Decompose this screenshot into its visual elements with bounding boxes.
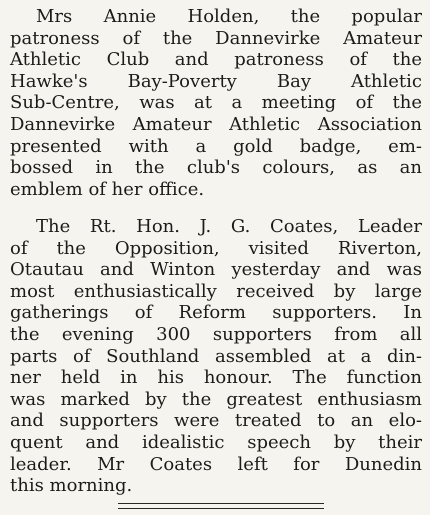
- text-line: patroness of the Dannevirke Amateur: [10, 27, 422, 49]
- text-line: Sub-Centre, was at a meeting of the: [10, 92, 422, 114]
- text-line: Athletic Club and patroness of the: [10, 49, 422, 71]
- paragraph-coates-visit: [10, 216, 422, 497]
- text-line: gatherings of Reform supporters. In: [10, 302, 422, 324]
- text-line: and supporters were treated to an elo-: [10, 410, 422, 432]
- text-line: presented with a gold badge, em-: [10, 135, 422, 157]
- text-line: quent and idealistic speech by their: [10, 431, 422, 453]
- text-line: this morning.: [10, 475, 133, 497]
- text-line: The Rt. Hon. J. G. Coates, Leader: [36, 216, 422, 237]
- end-rule-top: [118, 503, 324, 504]
- text-line: the evening 300 supporters from all: [10, 323, 422, 345]
- text-line: leader. Mr Coates left for Dunedin: [10, 453, 422, 475]
- text-line: was marked by the greatest enthusiasm: [10, 388, 422, 410]
- text-line: Otautau and Winton yesterday and was: [10, 259, 422, 281]
- text-line: Mrs Annie Holden, the popular: [36, 6, 422, 27]
- text-line: parts of Southland assembled at a din-: [10, 345, 422, 367]
- text-line: of the Opposition, visited Riverton,: [10, 237, 422, 259]
- text-line: Hawke's Bay-Poverty Bay Athletic: [10, 70, 422, 92]
- text-line: Dannevirke Amateur Athletic Association: [10, 113, 422, 135]
- text-line: ner held in his honour. The function: [10, 367, 422, 389]
- end-rule-bottom: [118, 508, 324, 509]
- text-line: bossed in the club's colours, as an: [10, 157, 422, 179]
- paragraph-holden-badge: [10, 6, 422, 200]
- text-line: most enthusiastically received by large: [10, 280, 422, 302]
- text-line: emblem of her office.: [10, 178, 205, 200]
